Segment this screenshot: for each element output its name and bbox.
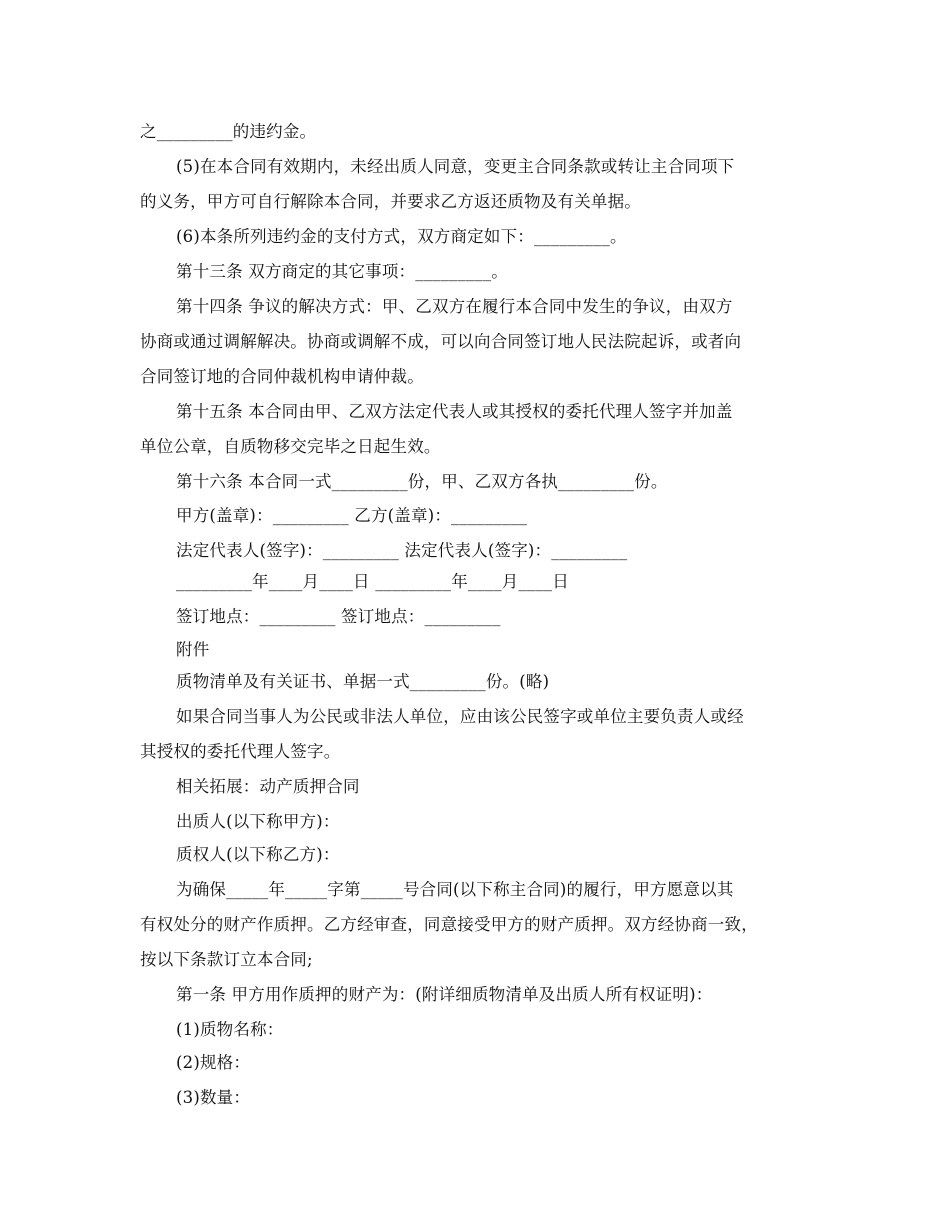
text-line: 质物清单及有关证书、单据一式_________份。(略) <box>176 672 550 691</box>
text-line: (6)本条所列违约金的支付方式，双方商定如下：_________。 <box>176 227 627 246</box>
text-line: (5)在本合同有效期内，未经出质人同意，变更主合同条款或转让主合同项下 <box>176 157 735 176</box>
text-line: 甲方(盖章)：_________ 乙方(盖章)：_________ <box>176 506 528 525</box>
text-line: (3)数量： <box>176 1088 251 1107</box>
text-line: 第十三条 双方商定的其它事项：_________。 <box>176 262 508 281</box>
text-line: 按以下条款订立本合同; <box>140 950 313 969</box>
text-line: 之_________的违约金。 <box>140 122 317 141</box>
text-line: 有权处分的财产作质押。乙方经审查，同意接受甲方的财产质押。双方经协商一致， <box>140 915 758 934</box>
text-line: 为确保_____年_____字第_____号合同(以下称主合同)的履行，甲方愿意以其 <box>176 880 734 899</box>
text-line: 附件 <box>176 640 210 659</box>
text-line: 单位公章，自质物移交完毕之日起生效。 <box>140 437 441 456</box>
text-line: (1)质物名称： <box>176 1020 284 1039</box>
text-line: 合同签订地的合同仲裁机构申请仲裁。 <box>140 367 424 386</box>
text-line: 的义务，甲方可自行解除本合同，并要求乙方返还质物及有关单据。 <box>140 192 641 211</box>
text-line: 第一条 甲方用作质押的财产为：(附详细质物清单及出质人所有权证明)： <box>176 985 713 1004</box>
text-line: _________年____月____日 _________年____月____日 <box>176 572 569 591</box>
text-line: 协商或通过调解解决。协商或调解不成，可以向合同签订地人民法院起诉，或者向 <box>140 332 742 351</box>
text-line: 如果合同当事人为公民或非法人单位，应由该公民签字或单位主要负责人或经 <box>176 707 744 726</box>
text-line: (2)规格： <box>176 1053 251 1072</box>
text-line: 法定代表人(签字)：_________ 法定代表人(签字)：_________ <box>176 541 628 560</box>
text-line: 签订地点：_________ 签订地点：_________ <box>176 607 501 626</box>
text-line: 其授权的委托代理人签字。 <box>140 742 341 761</box>
text-line: 第十四条 争议的解决方式：甲、乙双方在履行本合同中发生的争议，由双方 <box>176 297 733 316</box>
text-line: 第十五条 本合同由甲、乙双方法定代表人或其授权的委托代理人签字并加盖 <box>176 402 733 421</box>
text-line: 第十六条 本合同一式_________份，甲、乙双方各执_________份。 <box>176 472 668 491</box>
text-line: 相关拓展：动产质押合同 <box>176 777 360 796</box>
text-line: 出质人(以下称甲方)： <box>176 812 340 831</box>
text-line: 质权人(以下称乙方)： <box>176 845 340 864</box>
